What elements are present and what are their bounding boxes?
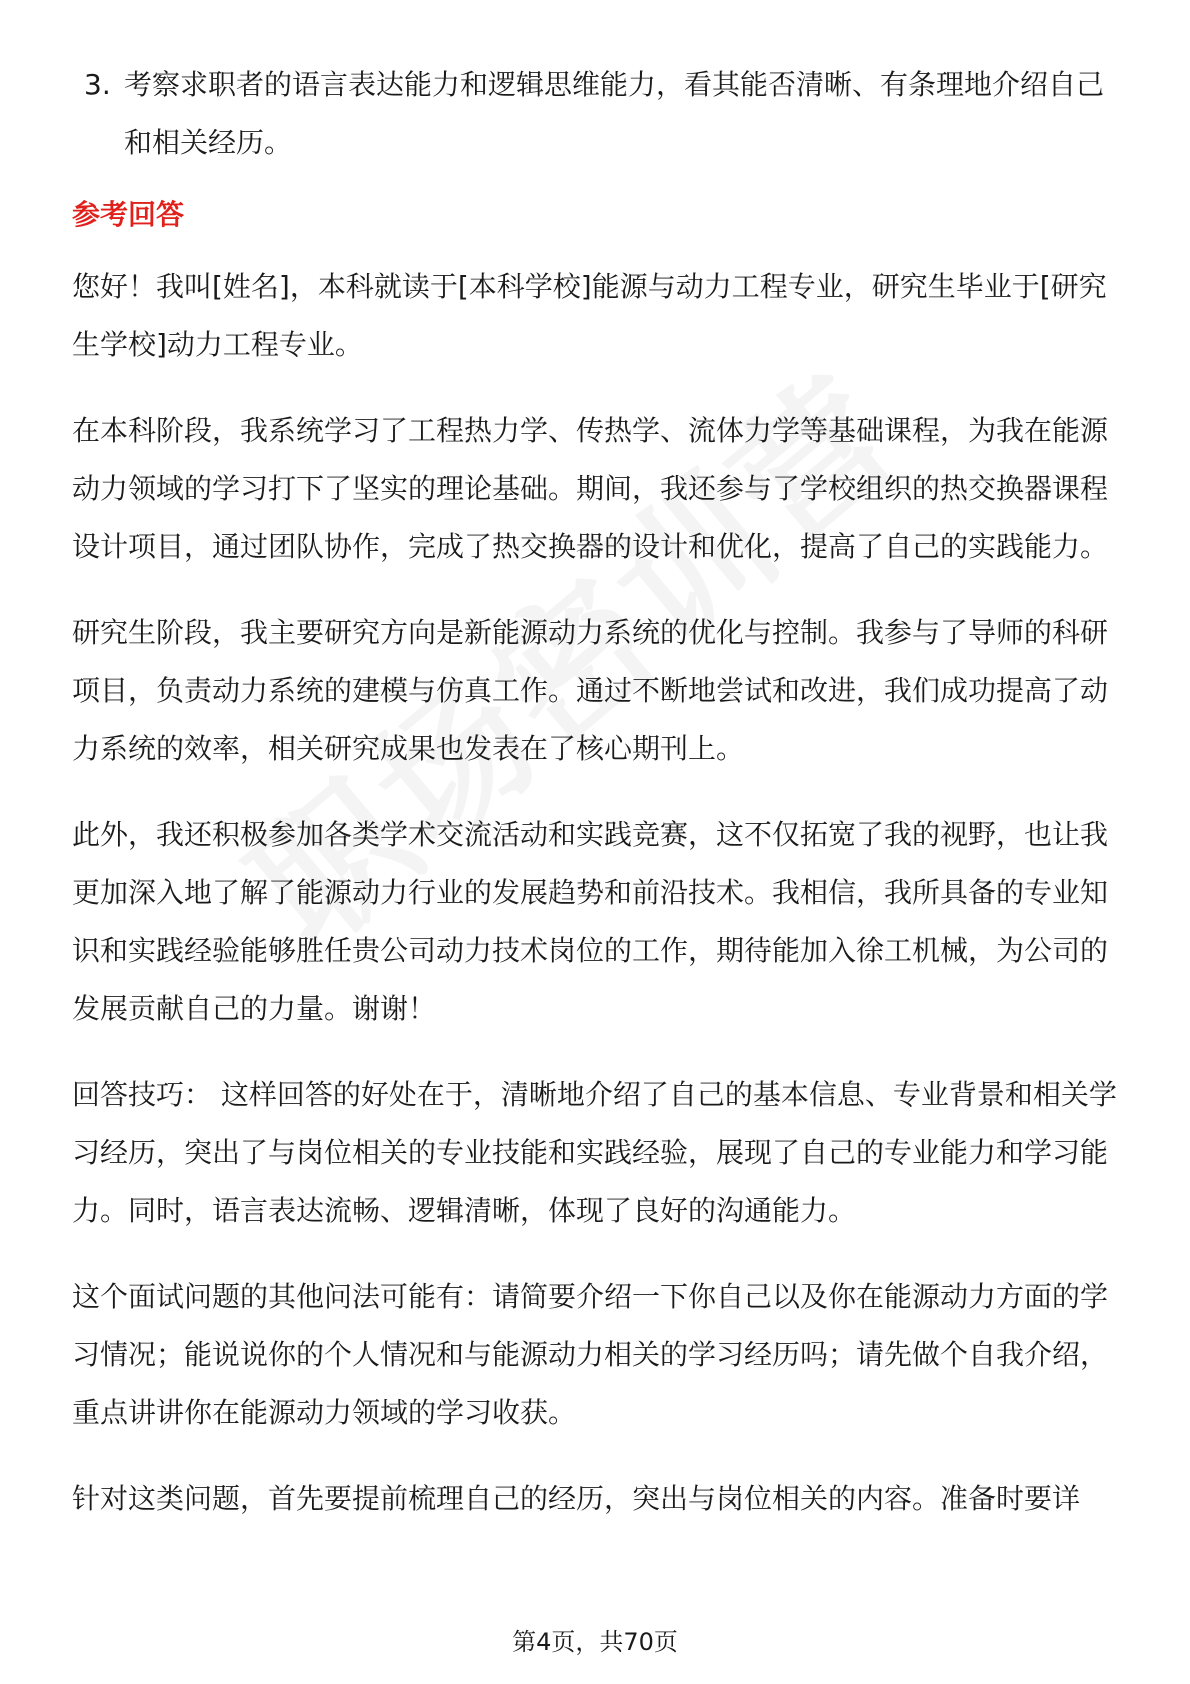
list-number: 3. [84,68,111,101]
page-footer: 第4页，共70页 [512,1628,678,1656]
section-heading: 参考回答 [72,198,185,231]
paragraph-alternatives: 这个面试问题的其他问法可能有：请简要介绍一下你自己以及你在能源动力方面的学习情况；能说说你的个人情况和与能源动力相关的学习经历吗；请先做个自我介绍，重点讲讲你在能源动力领域的学习收获。 [72,1280,1109,1429]
paragraph-intro: 您好！我叫[姓名]，本科就读于[本科学校]能源与动力工程专业，研究生毕业于[研究生学校]动力工程专业。 [72,270,1107,361]
page-content [72,56,1122,1556]
paragraph-advice: 针对这类问题，首先要提前梳理自己的经历，突出与岗位相关的内容。准备时要详 [72,1482,1081,1515]
list-text: 考察求职者的语言表达能力和逻辑思维能力，看其能否清晰、有条理地介绍自己和相关经历。 [124,68,1105,159]
paragraph-tips: 回答技巧： 这样回答的好处在于，清晰地介绍了自己的基本信息、专业背景和相关学习经历，突出了与岗位相关的专业技能和实践经验，展现了自己的专业能力和学习能力。同时，语言表达流畅、逻辑清晰，体现了良好的沟通能力。 [72,1078,1117,1227]
list-item [84,56,1122,172]
paragraph-graduate: 研究生阶段，我主要研究方向是新能源动力系统的优化与控制。我参与了导师的科研项目，负责动力系统的建模与仿真工作。通过不断地尝试和改进，我们成功提高了动力系统的效率，相关研究成果也发表在了核心期刊上。 [72,616,1109,765]
paragraph-undergrad: 在本科阶段，我系统学习了工程热力学、传热学、流体力学等基础课程，为我在能源动力领域的学习打下了坚实的理论基础。期间，我还参与了学校组织的热交换器课程设计项目，通过团队协作，完成了热交换器的设计和优化，提高了自己的实践能力。 [72,414,1109,563]
paragraph-additional: 此外，我还积极参加各类学术交流活动和实践竞赛，这不仅拓宽了我的视野，也让我更加深入地了解了能源动力行业的发展趋势和前沿技术。我相信，我所具备的专业知识和实践经验能够胜任贵公司动力技术岗位的工作，期待能加入徐工机械，为公司的发展贡献自己的力量。谢谢！ [72,818,1109,1025]
